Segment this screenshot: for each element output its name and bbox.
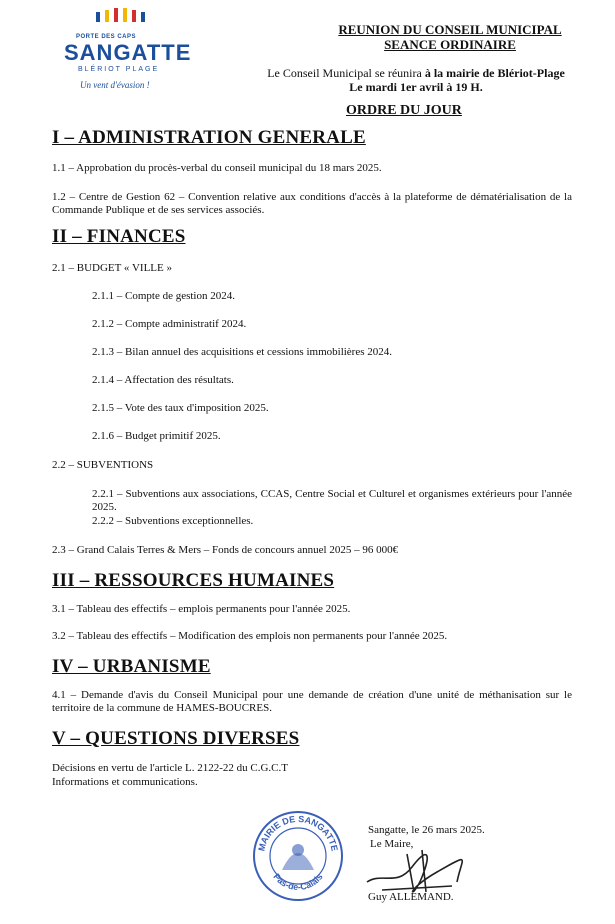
meeting-info [226, 66, 606, 94]
item-2-1-3: 2.1.3 – Bilan annuel des acquisitions et cessions immobilières 2024. [92, 346, 393, 358]
meeting-location-place: à la mairie de Blériot-Plage [424, 66, 565, 80]
section-urbanisme: IV – URBANISME [52, 656, 211, 677]
item-2-1-1: 2.1.1 – Compte de gestion 2024. [92, 290, 235, 302]
item-2-1-5: 2.1.5 – Vote des taux d'imposition 2025. [92, 402, 269, 414]
item-2-1-2: 2.1.2 – Compte administratif 2024. [92, 318, 247, 330]
logo-name: SANGATTE [64, 40, 192, 65]
item-4-1: 4.1 – Demande d'avis du Conseil Municipal pour une demande de création d'une unité de méthanisation sur le territoire de la commune de HAMES-BOUCRES. [52, 689, 572, 714]
logo-tagline: PORTE DES CAPS [76, 34, 137, 40]
item-1-1: 1.1 – Approbation du procès-verbal du conseil municipal du 18 mars 2025. [52, 162, 382, 174]
signature-place-date: Sangatte, le 26 mars 2025. [368, 824, 485, 836]
section-questions-diverses: V – QUESTIONS DIVERSES [52, 728, 300, 749]
section-ressources-humaines: III – RESSOURCES HUMAINES [52, 570, 335, 591]
meeting-date: Le mardi 1er avril à 19 H. [349, 80, 483, 94]
item-2-1: 2.1 – BUDGET « VILLE » [52, 262, 172, 274]
meeting-title-line1: REUNION DU CONSEIL MUNICIPAL [338, 22, 562, 37]
item-1-2: 1.2 – Centre de Gestion 62 – Convention relative aux conditions d'accès à la plateforme de dématérialisation de la Commande Publique et de ses services associés. [52, 191, 572, 216]
item-5-2: Informations et communications. [52, 776, 198, 788]
item-2-3: 2.3 – Grand Calais Terres & Mers – Fonds de concours annuel 2025 – 96 000€ [52, 544, 399, 556]
item-2-2-1: 2.2.1 – Subventions aux associations, CCAS, Centre Social et Culturel et organismes extérieurs pour l'année 2025. [92, 488, 572, 513]
signature-name: Guy ALLEMAND. [368, 891, 454, 903]
item-2-2: 2.2 – SUBVENTIONS [52, 459, 154, 471]
meeting-title-line2: SEANCE ORDINAIRE [384, 37, 516, 52]
logo-slogan: Un vent d'évasion ! [80, 80, 150, 90]
mairie-stamp-icon [252, 810, 344, 902]
item-3-1: 3.1 – Tableau des effectifs – emplois permanents pour l'année 2025. [52, 603, 351, 615]
item-5-1: Décisions en vertu de l'article L. 2122-22 du C.G.C.T [52, 762, 288, 774]
item-2-1-6: 2.1.6 – Budget primitif 2025. [92, 430, 221, 442]
item-2-1-4: 2.1.4 – Affectation des résultats. [92, 374, 234, 386]
handwritten-signature-icon [362, 842, 472, 897]
svg-text:MAIRIE DE SANGATTE: MAIRIE DE SANGATTE [256, 813, 340, 853]
svg-text:Pas-de-Calais: Pas-de-Calais [271, 871, 325, 893]
section-finances: II – FINANCES [52, 226, 186, 247]
logo-subtitle: BLÉRIOT PLAGE [78, 66, 160, 73]
meeting-location-prefix: Le Conseil Municipal se réunira [267, 66, 425, 80]
item-3-2: 3.2 – Tableau des effectifs – Modification des emplois non permanents pour l'année 2025. [52, 630, 448, 642]
agenda-heading: ORDRE DU JOUR [346, 103, 462, 118]
item-2-2-2: 2.2.2 – Subventions exceptionnelles. [92, 515, 254, 527]
logo-sun-icon [78, 8, 168, 24]
section-administration: I – ADMINISTRATION GENERALE [52, 127, 366, 148]
meeting-title [300, 22, 600, 52]
signature-role: Le Maire, [370, 838, 414, 850]
meeting-location [226, 66, 606, 80]
